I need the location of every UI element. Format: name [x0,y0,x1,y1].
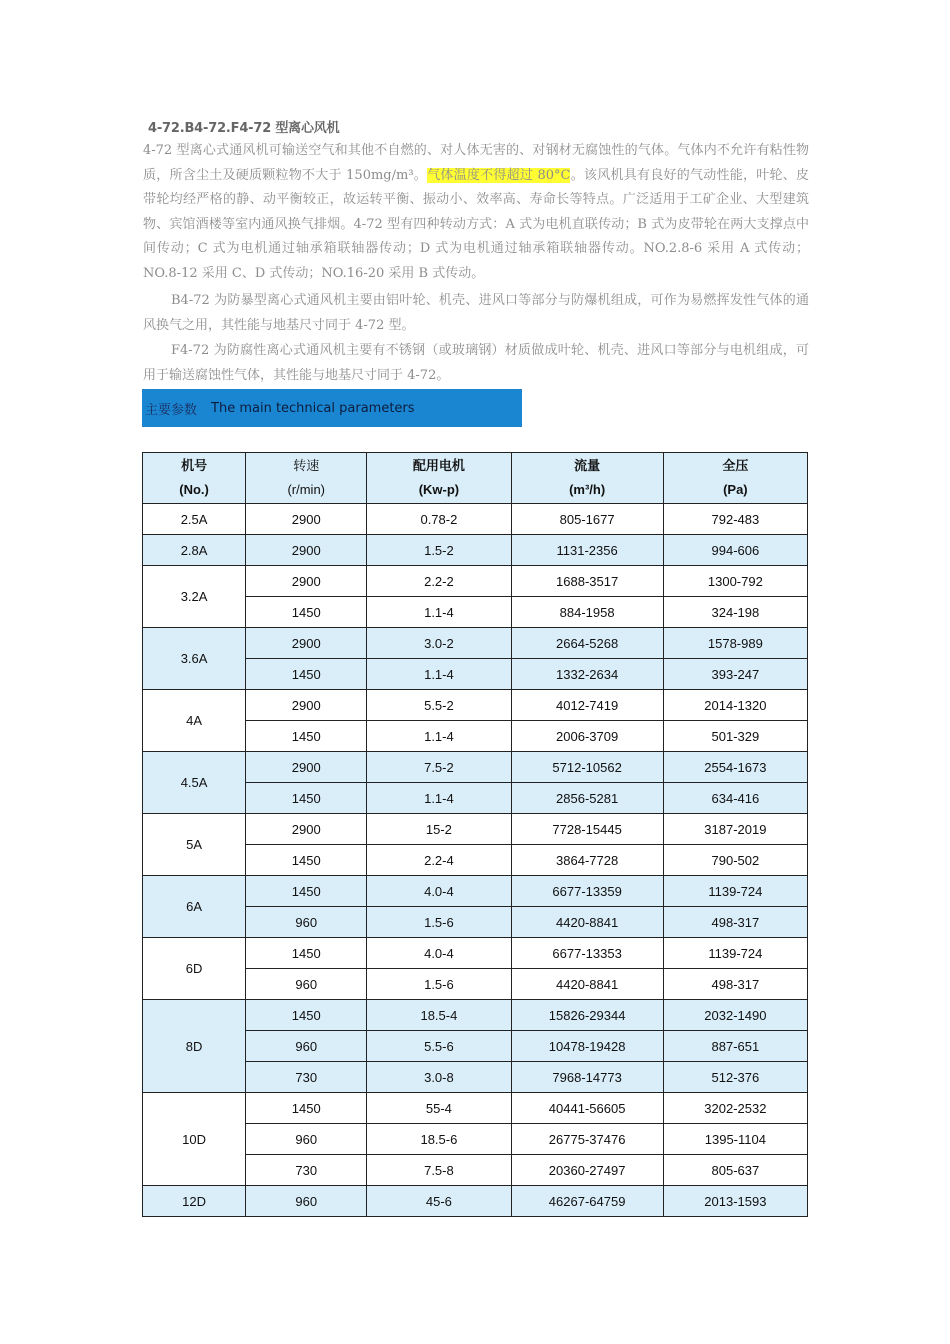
cell-pressure: 498-317 [663,969,807,1000]
cell-speed: 1450 [246,597,367,628]
cell-pressure: 512-376 [663,1062,807,1093]
cell-motor: 45-6 [367,1186,511,1217]
cell-pressure: 2013-1593 [663,1186,807,1217]
cell-speed: 960 [246,907,367,938]
cell-motor: 4.0-4 [367,938,511,969]
cell-pressure: 887-651 [663,1031,807,1062]
cell-motor: 5.5-2 [367,690,511,721]
cell-model-number: 8D [143,1000,246,1093]
cell-flow: 20360-27497 [511,1155,663,1186]
header-speed: 转速 (r/min) [246,453,367,504]
cell-flow: 884-1958 [511,597,663,628]
cell-motor: 55-4 [367,1093,511,1124]
table-row [143,690,808,721]
cell-model-number: 2.8A [143,535,246,566]
cell-pressure: 2014-1320 [663,690,807,721]
cell-model-number: 2.5A [143,504,246,535]
cell-pressure: 1578-989 [663,628,807,659]
highlighted-temperature-note: 气体温度不得超过 80°C [427,167,571,183]
cell-flow: 5712-10562 [511,752,663,783]
cell-motor: 1.1-4 [367,721,511,752]
cell-pressure: 792-483 [663,504,807,535]
cell-model-number: 3.6A [143,628,246,690]
cell-pressure: 2554-1673 [663,752,807,783]
cell-flow: 805-1677 [511,504,663,535]
cell-model-number: 4A [143,690,246,752]
cell-flow: 4012-7419 [511,690,663,721]
cell-speed: 1450 [246,1000,367,1031]
cell-motor: 5.5-6 [367,1031,511,1062]
cell-model-number: 4.5A [143,752,246,814]
cell-flow: 40441-56605 [511,1093,663,1124]
cell-speed: 1450 [246,659,367,690]
cell-pressure: 994-606 [663,535,807,566]
table-header-row [143,453,808,504]
cell-pressure: 1395-1104 [663,1124,807,1155]
document-title: 4-72.B4-72.F4-72 型离心风机 [148,121,340,136]
cell-model-number: 5A [143,814,246,876]
table-row [143,814,808,845]
cell-flow: 1688-3517 [511,566,663,597]
cell-speed: 2900 [246,504,367,535]
cell-model-number: 3.2A [143,566,246,628]
banner-chinese-label: 主要参数 [145,402,198,418]
cell-pressure: 501-329 [663,721,807,752]
cell-motor: 2.2-2 [367,566,511,597]
cell-pressure: 805-637 [663,1155,807,1186]
cell-flow: 3864-7728 [511,845,663,876]
table-row [143,938,808,969]
table-row [143,628,808,659]
cell-pressure: 790-502 [663,845,807,876]
cell-speed: 730 [246,1155,367,1186]
cell-speed: 730 [246,1062,367,1093]
banner-english-label: The main technical parameters [211,400,415,416]
cell-flow: 7968-14773 [511,1062,663,1093]
cell-motor: 3.0-8 [367,1062,511,1093]
table-row [143,504,808,535]
table-row [143,1186,808,1217]
cell-model-number: 10D [143,1093,246,1186]
cell-motor: 1.1-4 [367,597,511,628]
table-row [143,752,808,783]
intro-paragraph [143,139,809,286]
cell-motor: 1.5-2 [367,535,511,566]
cell-speed: 1450 [246,876,367,907]
header-pressure: 全压 (Pa) [663,453,807,504]
cell-motor: 1.5-6 [367,907,511,938]
intro-text-2: 。该风机具有良好的气动性能，叶轮、皮带轮均经严格的静、动平衡较正，故运转平衡、振动小、效率高、寿命长等特点。广泛适用于工矿企业、大型建筑物、宾馆酒楼等室内通风换气排烟。4-72 型有四种转动方式：A 式为电机直联传动；B 式为皮带轮在两大支撑点中间传动；C 式为电机通过轴承箱联轴器传动；D 式为电机通过轴承箱联轴器传动。NO.2.8-6 采用 A 式传动；NO.8-12 采用 C、D 式传动；NO.16-20 采用 B 式传动。 [143,167,809,281]
cell-motor: 1.1-4 [367,783,511,814]
cell-speed: 960 [246,969,367,1000]
cell-motor: 18.5-6 [367,1124,511,1155]
cell-flow: 2664-5268 [511,628,663,659]
cell-pressure: 393-247 [663,659,807,690]
cell-flow: 6677-13359 [511,876,663,907]
cell-flow: 7728-15445 [511,814,663,845]
cell-speed: 960 [246,1186,367,1217]
intro-text-1: 4-72 型离心式通风机可输送空气和其他不自燃的、对人体无害的、对钢材无腐蚀性的气体。气体内不允许有粘性物质，所含尘土及硬质颗粒物不大于 150mg/m³。 [143,143,809,183]
cell-speed: 2900 [246,535,367,566]
cell-pressure: 2032-1490 [663,1000,807,1031]
cell-motor: 3.0-2 [367,628,511,659]
cell-motor: 7.5-2 [367,752,511,783]
cell-flow: 46267-64759 [511,1186,663,1217]
cell-flow: 1332-2634 [511,659,663,690]
cell-flow: 2856-5281 [511,783,663,814]
b4-72-paragraph: B4-72 为防暴型离心式通风机主要由铝叶轮、机壳、进风口等部分与防爆机组成，可作为易燃挥发性气体的通风换气之用，其性能与地基尺寸同于 4-72 型。 [143,293,809,333]
table-body [143,504,808,1217]
cell-speed: 1450 [246,721,367,752]
table-row [143,535,808,566]
cell-speed: 2900 [246,752,367,783]
header-flow: 流量 (m³/h) [511,453,663,504]
cell-flow: 10478-19428 [511,1031,663,1062]
table-row [143,1093,808,1124]
cell-model-number: 6D [143,938,246,1000]
header-model: 机号 (No.) [143,453,246,504]
table-row [143,876,808,907]
cell-motor: 18.5-4 [367,1000,511,1031]
header-motor: 配用电机 (Kw-p) [367,453,511,504]
cell-pressure: 324-198 [663,597,807,628]
cell-flow: 15826-29344 [511,1000,663,1031]
cell-speed: 1450 [246,845,367,876]
cell-model-number: 6A [143,876,246,938]
cell-motor: 2.2-4 [367,845,511,876]
cell-motor: 1.5-6 [367,969,511,1000]
cell-motor: 1.1-4 [367,659,511,690]
cell-flow: 26775-37476 [511,1124,663,1155]
cell-motor: 15-2 [367,814,511,845]
cell-speed: 960 [246,1124,367,1155]
parameters-table [142,452,808,1217]
cell-speed: 1450 [246,938,367,969]
section-banner [142,389,522,427]
cell-pressure: 1139-724 [663,876,807,907]
cell-motor: 4.0-4 [367,876,511,907]
cell-speed: 2900 [246,690,367,721]
cell-speed: 960 [246,1031,367,1062]
cell-pressure: 1139-724 [663,938,807,969]
cell-flow: 6677-13353 [511,938,663,969]
cell-speed: 2900 [246,566,367,597]
cell-model-number: 12D [143,1186,246,1217]
cell-motor: 7.5-8 [367,1155,511,1186]
cell-flow: 2006-3709 [511,721,663,752]
cell-pressure: 498-317 [663,907,807,938]
cell-pressure: 3187-2019 [663,814,807,845]
cell-speed: 2900 [246,628,367,659]
cell-pressure: 3202-2532 [663,1093,807,1124]
cell-flow: 1131-2356 [511,535,663,566]
f4-72-paragraph: F4-72 为防腐性离心式通风机主要有不锈钢（或玻璃钢）材质做成叶轮、机壳、进风口等部分与电机组成，可用于输送腐蚀性气体，其性能与地基尺寸同于 4-72。 [143,343,809,383]
cell-pressure: 634-416 [663,783,807,814]
cell-speed: 2900 [246,814,367,845]
cell-speed: 1450 [246,783,367,814]
cell-flow: 4420-8841 [511,969,663,1000]
table-row [143,566,808,597]
cell-pressure: 1300-792 [663,566,807,597]
table-row [143,1000,808,1031]
cell-flow: 4420-8841 [511,907,663,938]
cell-speed: 1450 [246,1093,367,1124]
cell-motor: 0.78-2 [367,504,511,535]
